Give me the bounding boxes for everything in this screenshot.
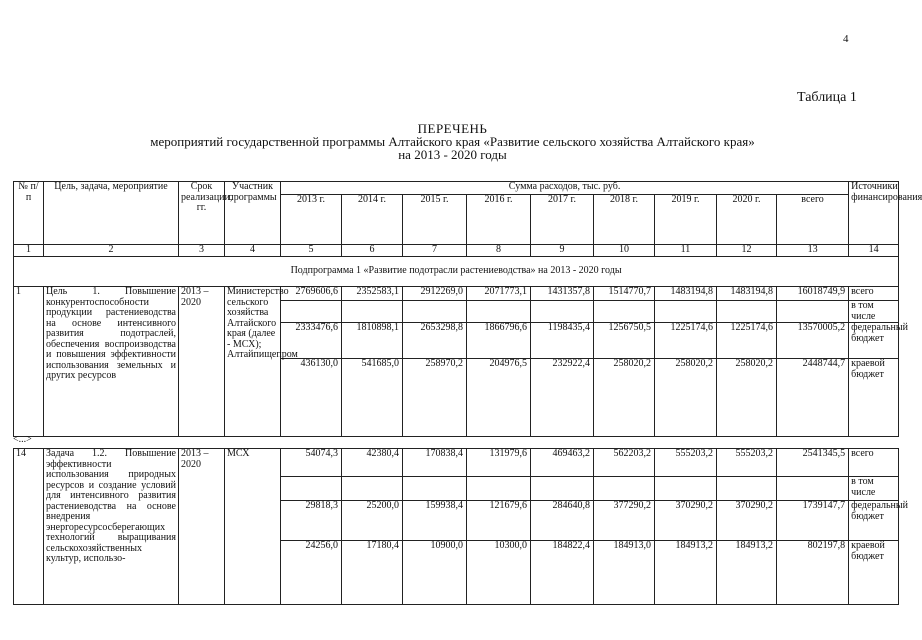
col-header-num: № п/п — [14, 182, 44, 245]
column-number: 8 — [467, 245, 531, 257]
amount-cell: 2352583,1 — [342, 287, 403, 301]
subprogram-title: Подпрограмма 1 «Развитие подотрасли растениеводства» на 2013 - 2020 годы — [14, 257, 899, 287]
amount-cell — [342, 477, 403, 501]
amount-cell — [531, 477, 594, 501]
amount-cell: 2333476,6 — [281, 323, 342, 359]
source-cell: федеральный бюджет — [849, 323, 899, 359]
year-header: 2015 г. — [403, 195, 467, 245]
source-cell: краевой бюджет — [849, 541, 899, 605]
col-header-goal: Цель, задача, мероприятие — [44, 182, 179, 245]
amount-cell — [594, 301, 655, 323]
amount-cell: 541685,0 — [342, 359, 403, 437]
col-header-term: Срок реализации, гг. — [179, 182, 225, 245]
goal-text: Цель 1. Повышение конкурентоспособности продукции растениеводства на основе интенсивного развития подотраслей, обеспечения воспроизводства и повышения эффективности использования земельных и других ресурсов — [44, 287, 179, 437]
total-cell — [777, 301, 849, 323]
amount-cell: 1225174,6 — [717, 323, 777, 359]
table-row — [14, 449, 899, 477]
amount-cell — [403, 477, 467, 501]
total-cell: 802197,8 — [777, 541, 849, 605]
amount-cell: 159938,4 — [403, 501, 467, 541]
col-header-participant: Участник программы — [225, 182, 281, 245]
table-row — [14, 287, 899, 301]
amount-cell: 370290,2 — [655, 501, 717, 541]
gap-cell — [14, 437, 899, 449]
amount-cell — [655, 301, 717, 323]
source-cell: в том числе — [849, 301, 899, 323]
amount-cell — [594, 477, 655, 501]
amount-cell: 370290,2 — [717, 501, 777, 541]
heading-period: на 2013 - 2020 годы — [398, 147, 507, 162]
total-cell: 2541345,5 — [777, 449, 849, 477]
amount-cell: 170838,4 — [403, 449, 467, 477]
amount-cell: 258020,2 — [594, 359, 655, 437]
amount-cell: 555203,2 — [655, 449, 717, 477]
source-cell: в том числе — [849, 477, 899, 501]
amount-cell — [281, 477, 342, 501]
amount-cell: 377290,2 — [594, 501, 655, 541]
col-header-source: Источники финансирования — [849, 182, 899, 245]
column-numbers-row — [14, 245, 899, 257]
year-header: 2019 г. — [655, 195, 717, 245]
total-cell: 2448744,7 — [777, 359, 849, 437]
amount-cell — [717, 477, 777, 501]
heading-subtitle: мероприятий государственной программы Алтайского края «Развитие сельского хозяйства Алтайского края» — [150, 134, 755, 149]
amount-cell: 562203,2 — [594, 449, 655, 477]
omission-marker: <...> — [13, 434, 32, 445]
amount-cell: 29818,3 — [281, 501, 342, 541]
amount-cell — [531, 301, 594, 323]
amount-cell: 1225174,6 — [655, 323, 717, 359]
amount-cell: 232922,4 — [531, 359, 594, 437]
year-header: 2014 г. — [342, 195, 403, 245]
row-number: 14 — [14, 449, 44, 605]
row-number: 1 — [14, 287, 44, 437]
column-number: 1 — [14, 245, 44, 257]
total-cell: 16018749,9 — [777, 287, 849, 301]
amount-cell: 1483194,8 — [655, 287, 717, 301]
source-cell: всего — [849, 449, 899, 477]
document-heading — [0, 122, 905, 161]
amount-cell: 258020,2 — [717, 359, 777, 437]
amount-cell: 1198435,4 — [531, 323, 594, 359]
amount-cell — [655, 477, 717, 501]
amount-cell: 42380,4 — [342, 449, 403, 477]
participant-text: МСХ — [225, 449, 281, 605]
amount-cell — [403, 301, 467, 323]
column-number: 5 — [281, 245, 342, 257]
amount-cell: 1256750,5 — [594, 323, 655, 359]
total-cell: 13570005,2 — [777, 323, 849, 359]
amount-cell: 2912269,0 — [403, 287, 467, 301]
column-number: 2 — [44, 245, 179, 257]
source-cell: всего — [849, 287, 899, 301]
term-text: 2013 – 2020 — [179, 287, 225, 437]
amount-cell — [717, 301, 777, 323]
source-cell: федеральный бюджет — [849, 501, 899, 541]
year-header: всего — [777, 195, 849, 245]
amount-cell: 1810898,1 — [342, 323, 403, 359]
amount-cell: 469463,2 — [531, 449, 594, 477]
column-number: 4 — [225, 245, 281, 257]
column-number: 11 — [655, 245, 717, 257]
amount-cell: 17180,4 — [342, 541, 403, 605]
heading-title: ПЕРЕЧЕНЬ — [417, 121, 488, 136]
amount-cell: 2071773,1 — [467, 287, 531, 301]
amount-cell: 184913,0 — [594, 541, 655, 605]
amount-cell: 1514770,7 — [594, 287, 655, 301]
amount-cell — [281, 301, 342, 323]
column-number: 7 — [403, 245, 467, 257]
amount-cell: 284640,8 — [531, 501, 594, 541]
year-header: 2017 г. — [531, 195, 594, 245]
amount-cell — [467, 477, 531, 501]
amount-cell: 204976,5 — [467, 359, 531, 437]
year-header: 2013 г. — [281, 195, 342, 245]
header-row — [14, 182, 899, 195]
total-cell: 1739147,7 — [777, 501, 849, 541]
column-number: 10 — [594, 245, 655, 257]
amount-cell: 184822,4 — [531, 541, 594, 605]
amount-cell: 25200,0 — [342, 501, 403, 541]
amount-cell: 24256,0 — [281, 541, 342, 605]
amount-cell: 1483194,8 — [717, 287, 777, 301]
amount-cell: 258020,2 — [655, 359, 717, 437]
column-number: 13 — [777, 245, 849, 257]
year-header: 2018 г. — [594, 195, 655, 245]
amount-cell: 10900,0 — [403, 541, 467, 605]
term-text: 2013 – 2020 — [179, 449, 225, 605]
gap-row — [14, 437, 899, 449]
column-number: 6 — [342, 245, 403, 257]
amount-cell: 1866796,6 — [467, 323, 531, 359]
amount-cell: 2769606,6 — [281, 287, 342, 301]
column-number: 9 — [531, 245, 594, 257]
year-header: 2016 г. — [467, 195, 531, 245]
total-cell — [777, 477, 849, 501]
column-number: 3 — [179, 245, 225, 257]
amount-cell: 2653298,8 — [403, 323, 467, 359]
amount-cell — [342, 301, 403, 323]
column-number: 12 — [717, 245, 777, 257]
amount-cell: 555203,2 — [717, 449, 777, 477]
col-header-sum: Сумма расходов, тыс. руб. — [281, 182, 849, 195]
amount-cell: 184913,2 — [717, 541, 777, 605]
amount-cell: 131979,6 — [467, 449, 531, 477]
measures-table — [13, 181, 922, 605]
amount-cell: 54074,3 — [281, 449, 342, 477]
amount-cell: 10300,0 — [467, 541, 531, 605]
page-number: 4 — [843, 33, 849, 45]
year-header: 2020 г. — [717, 195, 777, 245]
amount-cell: 258970,2 — [403, 359, 467, 437]
source-cell: краевой бюджет — [849, 359, 899, 437]
amount-cell: 1431357,8 — [531, 287, 594, 301]
column-number: 14 — [849, 245, 899, 257]
amount-cell — [467, 301, 531, 323]
amount-cell: 436130,0 — [281, 359, 342, 437]
table-label: Таблица 1 — [797, 90, 857, 105]
goal-text: Задача 1.2. Повышение эффективности использования природных ресурсов и создание условий для интенсивного развития растениеводства на основе внедрения энергоресурсосберегающих технологий выращивания сельскохозяйственных культур, использо- — [44, 449, 179, 605]
amount-cell: 184913,2 — [655, 541, 717, 605]
amount-cell: 121679,6 — [467, 501, 531, 541]
subprogram-row — [14, 257, 899, 287]
participant-text: Министерство сельского хозяйства Алтайского края (далее - МСХ); Алтайпищепром — [225, 287, 281, 437]
